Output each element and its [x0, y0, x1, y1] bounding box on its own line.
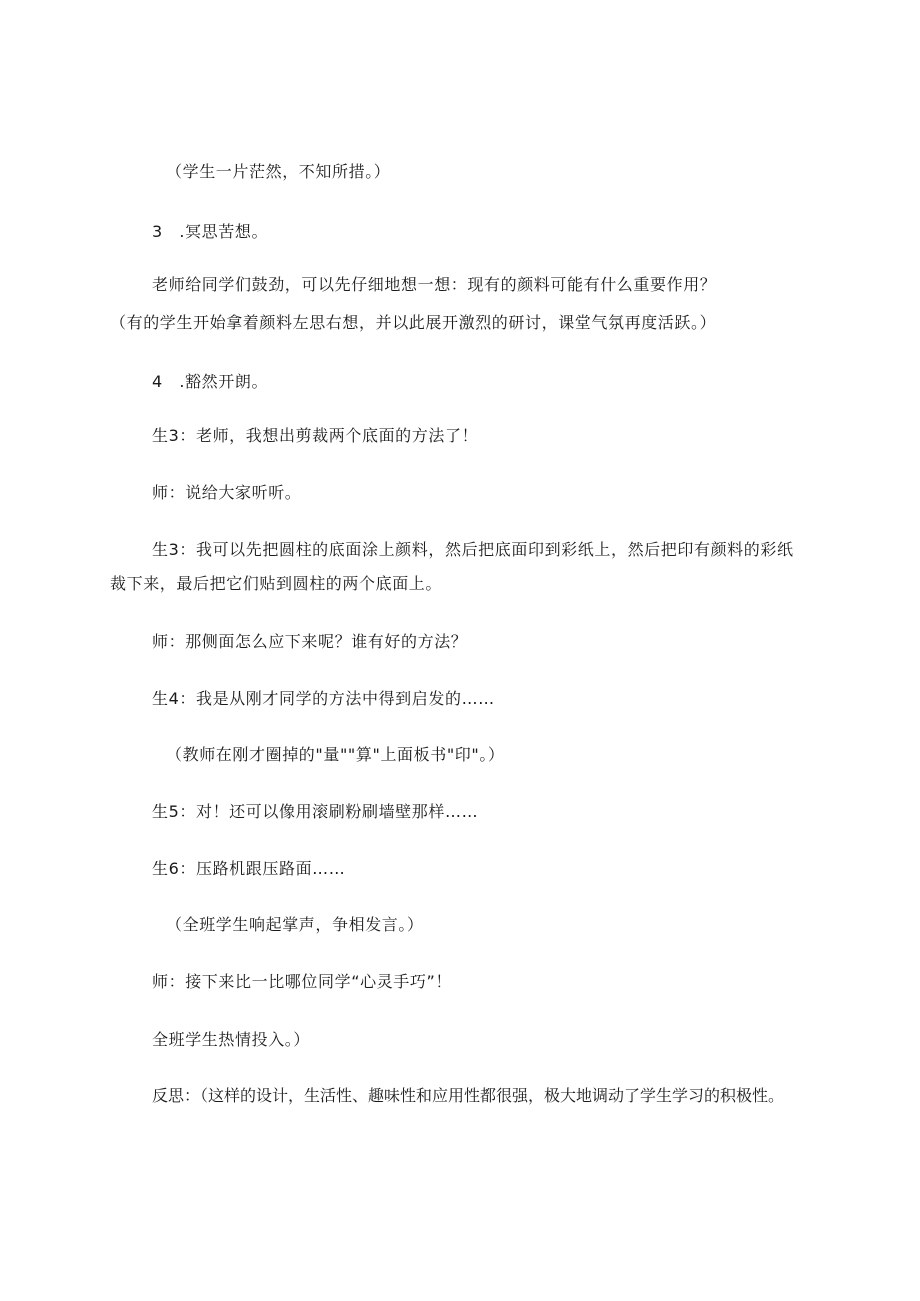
dialogue-student5: 生5：对！还可以像用滚刷粉刷墙壁那样……	[152, 802, 479, 821]
paragraph-students-discuss: （有的学生开始拿着颜料左思右想，并以此展开激烈的研讨，课堂气氛再度活跃。）	[110, 313, 717, 332]
paragraph-teacher-board: （教师在刚才圈掉的"量""算"上面板书"印"。）	[166, 745, 505, 764]
dialogue-student6: 生6：压路机跟压路面……	[152, 859, 346, 878]
dialogue-teacher-a: 师：说给大家听听。	[152, 483, 302, 502]
paragraph-class-engaged: 全班学生热情投入。）	[152, 1030, 311, 1049]
paragraph-reflection: 反思：（这样的设计，生活性、趣味性和应用性都很强，极大地调动了学生学习的积极性。	[152, 1086, 785, 1105]
heading-step-3: 3 .冥思苦想。	[152, 222, 269, 241]
dialogue-teacher-b: 师：那侧面怎么应下来呢？谁有好的方法？	[152, 632, 468, 651]
dialogue-teacher-c: 师：接下来比一比哪位同学“心灵手巧”！	[152, 972, 452, 991]
dialogue-student3-b-cont: 裁下来，最后把它们贴到圆柱的两个底面上。	[110, 574, 443, 593]
paragraph-student-confused: （学生一片茫然，不知所措。）	[166, 162, 391, 181]
heading-step-4: 4 .豁然开朗。	[152, 372, 269, 391]
paragraph-teacher-encourage: 老师给同学们鼓劲，可以先仔细地想一想：现有的颜料可能有什么重要作用？	[152, 275, 717, 294]
dialogue-student3-a: 生3：老师，我想出剪裁两个底面的方法了！	[152, 426, 479, 445]
dialogue-student4: 生4：我是从刚才同学的方法中得到启发的……	[152, 689, 495, 708]
dialogue-student3-b: 生3：我可以先把圆柱的底面涂上颜料，然后把底面印到彩纸上，然后把印有颜料的彩纸	[152, 540, 794, 559]
paragraph-class-applause: （全班学生响起掌声，争相发言。）	[166, 915, 424, 934]
